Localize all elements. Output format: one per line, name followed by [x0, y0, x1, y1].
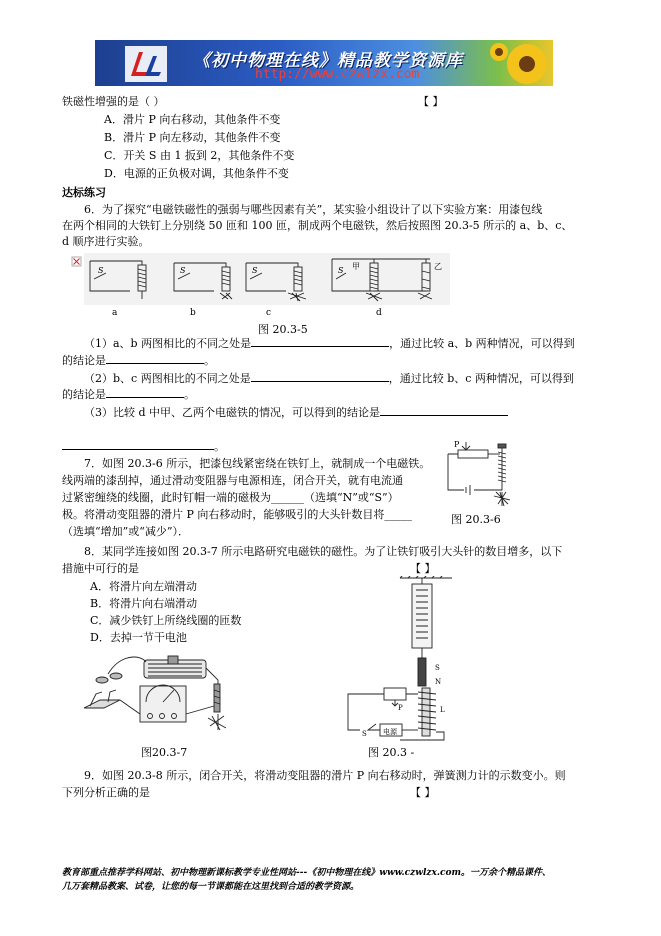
q6-sub3-blank1[interactable]: [380, 404, 508, 416]
q6-sub2-blank1[interactable]: [251, 370, 389, 382]
q7-line2: 线两端的漆刮掉，通过滑动变阻器与电源相连，闭合开关，就有电流通: [62, 474, 403, 487]
sunflower-icon: [487, 42, 553, 86]
q9-line2: 下列分析正确的是: [62, 786, 150, 799]
q9-line1: 9．如图 20.3-8 所示，闭合开关，将滑动变阻器的滑片 P 向右移动时，弹簧测力计的示数变小。则: [84, 769, 566, 782]
figure-20-3-7: [80, 654, 240, 740]
fig-b-switch-label: S: [180, 266, 186, 275]
nail-electromagnet-diagram: [444, 438, 522, 510]
fig-d-yi-label: 乙: [434, 262, 442, 271]
figure-20-3-6: [444, 438, 522, 510]
q6-sub2-text-a: （2）b、c 两图相比的不同之处是: [84, 372, 251, 385]
q6-sub1-text-c: 的结论是: [62, 354, 106, 367]
figure-20-3-6-caption: 图 20.3-6: [451, 513, 501, 526]
figure-20-3-8: [340, 576, 460, 742]
q8-answer-bracket: 【 】: [410, 562, 436, 575]
fig-20-3-8-power-label: 电源: [383, 728, 397, 736]
banner-title: 《初中物理在线》精品教学资源库: [193, 51, 463, 71]
q6-line3: d 顺序进行实验。: [62, 235, 150, 248]
site-banner: [95, 40, 553, 86]
logo-icon: [125, 46, 167, 82]
q7-line1: 7．如图 20.3-6 所示，把漆包线紧密绕在铁钉上，就制成一个电磁铁。: [84, 457, 431, 470]
q8-line2: 措施中可行的是: [62, 562, 139, 575]
fig-label-d: d: [376, 308, 382, 318]
figure-20-3-5: [70, 253, 452, 319]
intro-answer-bracket: 【 】: [418, 95, 444, 108]
q6-sub2-period: 。: [184, 388, 195, 401]
fig-label-a: a: [112, 308, 118, 318]
q6-line1: 6．为了探究“电磁铁磁性的强弱与哪些因素有关”，某实验小组设计了以下实验方案：用漆包线: [84, 203, 543, 216]
q8-option-c: C．减少铁钉上所绕线圈的匝数: [90, 614, 242, 627]
q6-sub1-blank1[interactable]: [251, 335, 389, 347]
fig-d-jia-label: 甲: [352, 262, 360, 271]
q8-line1: 8．某同学连接如图 20.3-7 所示电路研究电磁铁的磁性。为了让铁钉吸引大头针的数目增多，以下: [84, 545, 563, 558]
q6-sub2-blank2[interactable]: [106, 386, 184, 398]
intro-option-a: A．滑片 P 向右移动，其他条件不变: [104, 113, 281, 126]
intro-option-b: B．滑片 P 向左移动，其他条件不变: [104, 131, 281, 144]
fig-label-b: b: [190, 308, 196, 318]
q6-sub1-text-b: ，通过比较 a、b 两种情况，可以得到: [389, 337, 575, 350]
fig-20-3-6-p-label: P: [454, 440, 460, 449]
figure-20-3-5-caption: 图 20.3-5: [258, 323, 308, 336]
figure-20-3-8-caption: 图 20.3 -: [368, 746, 415, 759]
spring-scale-electromagnet-diagram: [340, 576, 460, 742]
q6-sub1-text-a: （1）a、b 两图相比的不同之处是: [84, 337, 252, 350]
fig-20-3-8-l-label: L: [440, 706, 445, 714]
fig-label-c: c: [266, 308, 272, 318]
q6-sub2-text-c: 的结论是: [62, 388, 106, 401]
q8-option-d: D．去掉一节干电池: [90, 631, 187, 644]
page-footer: [62, 866, 551, 894]
footer-line1: 教育部重点推荐学科网站、初中物理新课标教学专业性网站---《初中物理在线》www.czwlzx.com。一万余个精品课件、: [62, 868, 552, 878]
q6-line2: 在两个相同的大铁钉上分别绕 50 匝和 100 匝，制成两个电磁铁，然后按照图 20.3-5 所示的 a、b、c、: [62, 219, 573, 232]
q6-sub1-period: 。: [204, 354, 215, 367]
fig-20-3-8-switch-label: S: [362, 730, 367, 738]
intro-option-c: C．开关 S 由 1 扳到 2，其他条件不变: [104, 149, 295, 162]
figure-20-3-7-caption: 图20.3-7: [141, 746, 188, 759]
rheostat-ammeter-circuit-diagram: [80, 654, 240, 740]
q7-line3: 过紧密缠绕的线圈，此时钉帽一端的磁极为______（选填“N”或“S”）: [62, 491, 399, 504]
fig-20-3-8-n-pole: N: [435, 678, 442, 686]
fig-20-3-8-p-label: P: [398, 704, 403, 712]
q7-line4: 极。将滑动变阻器的滑片 P 向右移动时，能够吸引的大头针数目将_____: [62, 508, 412, 521]
intro-stem: 铁磁性增强的是（ ）: [62, 95, 165, 108]
banner-url[interactable]: http://www.czwlzx.com: [255, 67, 420, 82]
electromagnet-experiment-diagram: [70, 253, 452, 319]
q6-sub3-blank2[interactable]: [62, 438, 214, 450]
q6-sub1-blank2[interactable]: [106, 352, 204, 364]
q6-sub3-text: （3）比较 d 中甲、乙两个电磁铁的情况，可以得到的结论是: [84, 406, 381, 419]
q6-sub1-line: [84, 335, 575, 351]
fig-20-3-8-s-pole: S: [435, 664, 440, 672]
fig-d-switch-label: S: [338, 266, 344, 275]
q8-option-b: B．将滑片向右端滑动: [90, 597, 198, 610]
q6-sub3-period: 。: [214, 440, 225, 453]
fig-c-switch-label: S: [252, 266, 258, 275]
section-title: 达标练习: [62, 186, 106, 199]
q6-sub2-text-b: ，通过比较 b、c 两种情况，可以得到: [388, 372, 574, 385]
q7-line5: （选填“增加”或“减少”）．: [62, 525, 189, 538]
q9-answer-bracket: 【 】: [410, 786, 436, 799]
q8-option-a: A．将滑片向左端滑动: [90, 580, 197, 593]
fig-a-switch-label: S: [98, 266, 104, 275]
intro-option-d: D．电源的正负极对调，其他条件不变: [104, 167, 289, 180]
footer-line2: 几万套精品教案、试卷，让您的每一节课都能在这里找到合适的教学资源。: [62, 882, 360, 892]
